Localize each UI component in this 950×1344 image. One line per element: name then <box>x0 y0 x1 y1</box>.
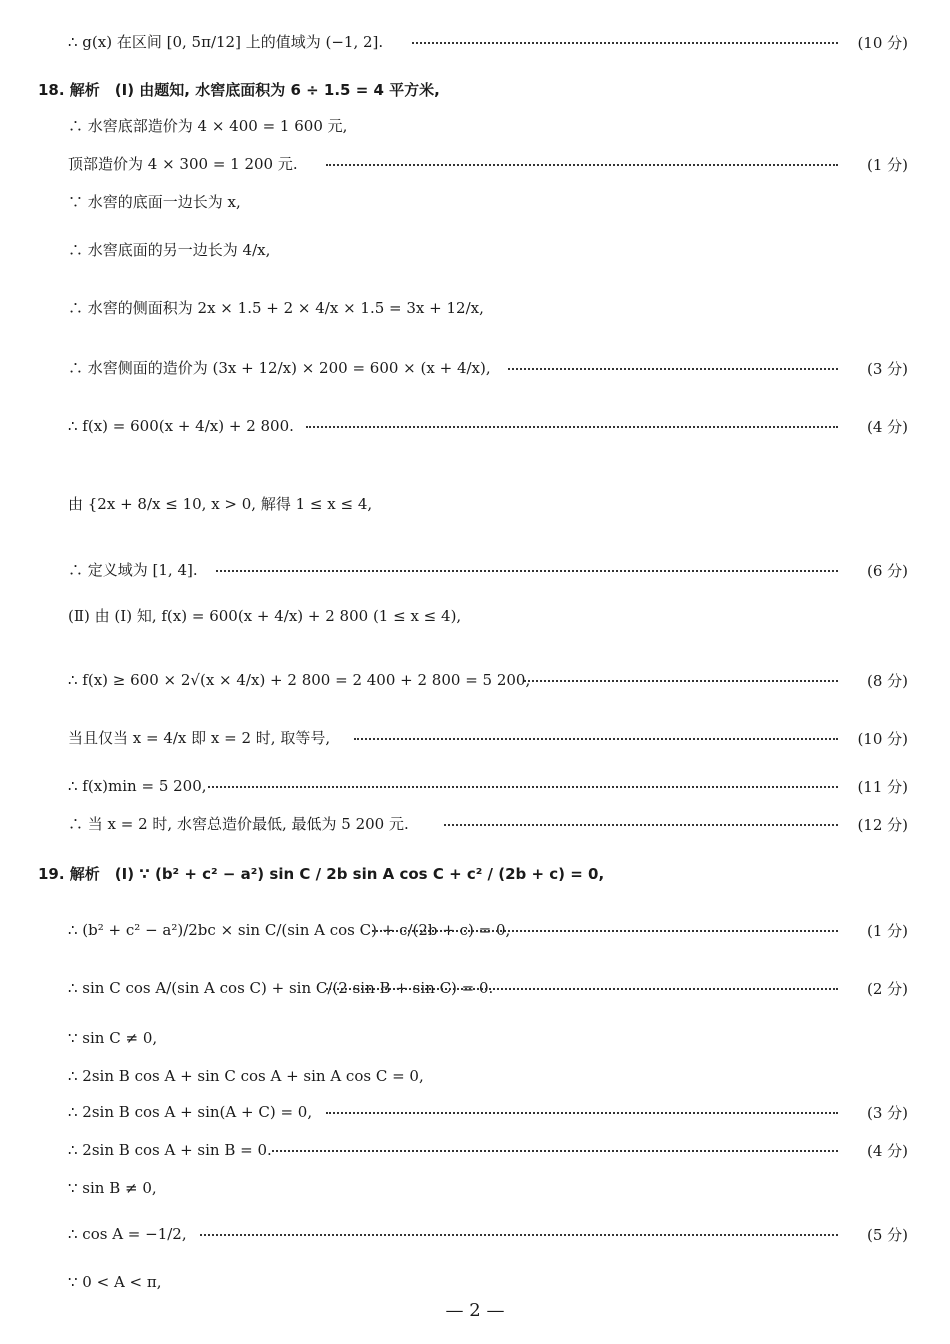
line-text: ∴ 水窖底面的另一边长为 4/x, <box>68 241 271 259</box>
dot-leader <box>372 930 838 932</box>
dot-leader <box>326 164 838 166</box>
line-12 <box>0 598 950 634</box>
line-text: ∴ 2sin B cos A + sin B = 0. <box>68 1141 272 1159</box>
score-label: (4 分) <box>866 417 908 436</box>
line-11 <box>0 552 950 588</box>
line-14 <box>0 720 950 756</box>
section-heading-18: 18. 解析 (Ⅰ) 由题知, 水窖底面积为 6 ÷ 1.5 = 4 平方米, <box>38 81 440 99</box>
line-17 <box>0 856 950 892</box>
score-label: (6 分) <box>866 561 908 580</box>
line-text: ∴ 水窖的侧面积为 2x × 1.5 + 2 × 4/x × 1.5 = 3x + 12/x, <box>68 299 484 317</box>
line-text: ∴ 2sin B cos A + sin(A + C) = 0, <box>68 1103 313 1121</box>
line-9 <box>0 408 950 444</box>
line-3 <box>0 108 950 144</box>
line-text: ∴ f(x) = 600(x + 4/x) + 2 800. <box>68 417 294 435</box>
line-text: ∵ sin B ≠ 0, <box>68 1179 157 1197</box>
dot-leader <box>508 368 838 370</box>
line-16 <box>0 806 950 842</box>
line-text: 顶部造价为 4 × 300 = 1 200 元. <box>68 155 298 173</box>
line-23 <box>0 1132 950 1168</box>
line-26 <box>0 1264 950 1300</box>
dot-leader <box>326 1112 838 1114</box>
score-label: (3 分) <box>866 1103 908 1122</box>
line-text: ∴ sin C cos A/(sin A cos C) + sin C/(2 sin B + sin C) = 0. <box>68 979 494 997</box>
line-text: ∴ (b² + c² − a²)/2bc × sin C/(sin A cos C) + c/(2b + c) = 0, <box>68 921 511 939</box>
score-label: (1 分) <box>866 921 908 940</box>
line-text: ∴ 定义域为 [1, 4]. <box>68 561 198 579</box>
line-13 <box>0 662 950 698</box>
dot-leader <box>326 988 838 990</box>
line-text: ∴ f(x)min = 5 200, <box>68 777 207 795</box>
line-1 <box>0 24 950 60</box>
score-label: (8 分) <box>866 671 908 690</box>
line-20 <box>0 1020 950 1056</box>
score-label: (10 分) <box>857 729 908 748</box>
line-text: (Ⅱ) 由 (Ⅰ) 知, f(x) = 600(x + 4/x) + 2 800 (1 ≤ x ≤ 4), <box>68 607 462 625</box>
dot-leader <box>200 1234 838 1236</box>
line-25 <box>0 1216 950 1252</box>
line-text: ∵ 水窖的底面一边长为 x, <box>68 193 241 211</box>
score-label: (4 分) <box>866 1141 908 1160</box>
score-label: (2 分) <box>866 979 908 998</box>
line-18 <box>0 912 950 948</box>
dot-leader <box>208 786 838 788</box>
line-text: ∴ 水窖底部造价为 4 × 400 = 1 600 元, <box>68 117 348 135</box>
dot-leader <box>306 426 838 428</box>
line-text: ∵ sin C ≠ 0, <box>68 1029 158 1047</box>
line-24 <box>0 1170 950 1206</box>
line-text: 当且仅当 x = 4/x 即 x = 2 时, 取等号, <box>68 729 331 747</box>
line-10 <box>0 486 950 522</box>
line-8 <box>0 350 950 386</box>
dot-leader <box>412 42 838 44</box>
dot-leader <box>524 680 838 682</box>
line-5 <box>0 184 950 220</box>
line-text: ∵ 0 < A < π, <box>68 1273 162 1291</box>
line-text: ∴ cos A = −1/2, <box>68 1225 187 1243</box>
line-7 <box>0 290 950 326</box>
score-label: (12 分) <box>857 815 908 834</box>
line-6 <box>0 232 950 268</box>
dot-leader <box>444 824 838 826</box>
score-label: (5 分) <box>866 1225 908 1244</box>
line-text: 由 {2x + 8/x ≤ 10, x > 0, 解得 1 ≤ x ≤ 4, <box>68 495 373 513</box>
line-21 <box>0 1058 950 1094</box>
line-22 <box>0 1094 950 1130</box>
line-4 <box>0 146 950 182</box>
line-text: ∴ g(x) 在区间 [0, 5π/12] 上的值域为 (−1, 2]. <box>68 33 384 51</box>
dot-leader <box>216 570 838 572</box>
line-19 <box>0 970 950 1006</box>
line-text: ∴ f(x) ≥ 600 × 2√(x × 4/x) + 2 800 = 2 400 + 2 800 = 5 200, <box>68 671 531 689</box>
line-text: ∴ 水窖侧面的造价为 (3x + 12/x) × 200 = 600 × (x + 4/x), <box>68 359 491 377</box>
dot-leader <box>272 1150 838 1152</box>
line-text: ∴ 当 x = 2 时, 水窖总造价最低, 最低为 5 200 元. <box>68 815 409 833</box>
score-label: (1 分) <box>866 155 908 174</box>
score-label: (10 分) <box>857 33 908 52</box>
score-label: (3 分) <box>866 359 908 378</box>
page-number: — 2 — <box>445 1300 505 1321</box>
section-heading-19: 19. 解析 (Ⅰ) ∵ (b² + c² − a²) sin C / 2b sin A cos C + c² / (2b + c) = 0, <box>38 865 605 883</box>
line-2 <box>0 72 950 108</box>
dot-leader <box>354 738 838 740</box>
line-15 <box>0 768 950 804</box>
score-label: (11 分) <box>857 777 908 796</box>
line-text: ∴ 2sin B cos A + sin C cos A + sin A cos C = 0, <box>68 1067 424 1085</box>
